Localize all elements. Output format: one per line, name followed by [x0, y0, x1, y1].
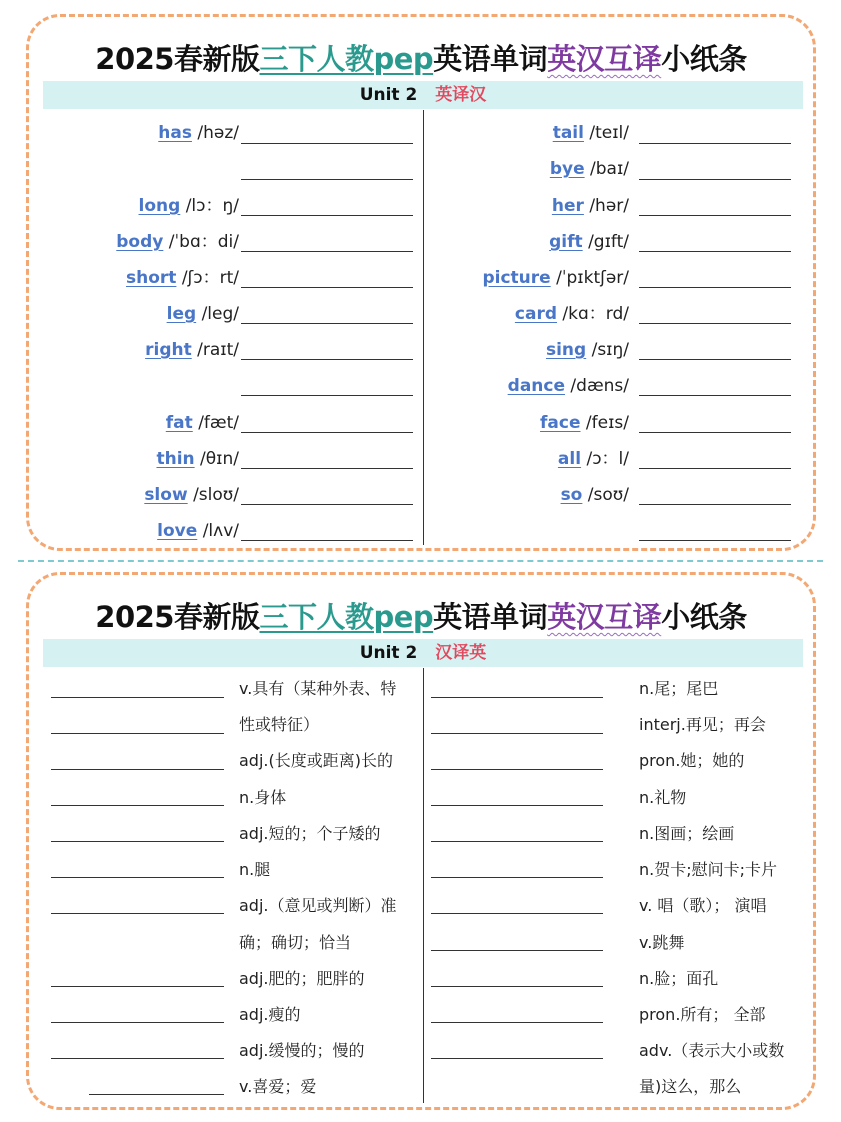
- phonetic: /teɪl/: [589, 123, 629, 143]
- vocab-row: [59, 266, 239, 290]
- definition-text: pron.她；她的: [639, 751, 745, 770]
- answer-blank[interactable]: [51, 733, 224, 734]
- phonetic: /ʃɔ：rt/: [181, 268, 239, 288]
- vocab-row: [69, 338, 239, 362]
- definition-text: n.脸；面孔: [639, 969, 719, 988]
- answer-blank[interactable]: [241, 468, 413, 469]
- vocab-row: [69, 483, 239, 507]
- phonetic: /lɔ：ŋ/: [185, 196, 239, 216]
- answer-blank[interactable]: [241, 359, 413, 360]
- answer-blank[interactable]: [639, 251, 791, 252]
- answer-blank[interactable]: [241, 287, 413, 288]
- vocab-word: fat: [165, 413, 193, 433]
- vocab-row: [429, 302, 629, 326]
- vocab-row: [69, 302, 239, 326]
- vocab-row: [429, 266, 629, 290]
- vocab-word: bye: [549, 159, 585, 179]
- answer-blank[interactable]: [241, 540, 413, 541]
- unit-label: Unit 2: [359, 85, 418, 105]
- definition-text: n.礼物: [639, 788, 687, 807]
- phonetic: /leg/: [201, 304, 239, 324]
- vocab-row: [69, 447, 239, 471]
- answer-blank[interactable]: [241, 179, 413, 180]
- vocab-word: picture: [482, 268, 551, 288]
- answer-blank[interactable]: [639, 504, 791, 505]
- answer-blank[interactable]: [639, 432, 791, 433]
- mode-label: 英译汉: [435, 85, 487, 105]
- column-divider: [423, 668, 424, 1103]
- vocab-word: all: [557, 449, 582, 469]
- vocab-row: [439, 338, 629, 362]
- answer-blank[interactable]: [431, 950, 603, 951]
- vocab-row: [439, 374, 629, 398]
- answer-blank[interactable]: [241, 432, 413, 433]
- definition-text: n.腿: [239, 860, 271, 879]
- answer-blank[interactable]: [639, 179, 791, 180]
- phonetic: /soʊ/: [587, 485, 629, 505]
- answer-blank[interactable]: [431, 697, 603, 698]
- title-year: 2025春新版: [95, 42, 260, 76]
- vocab-word: thin: [156, 449, 195, 469]
- answer-blank[interactable]: [639, 323, 791, 324]
- answer-blank[interactable]: [431, 805, 603, 806]
- vocab-word: body: [116, 232, 164, 252]
- answer-blank[interactable]: [51, 986, 224, 987]
- answer-blank[interactable]: [51, 805, 224, 806]
- title-suffix: 小纸条: [661, 42, 747, 76]
- phonetic: /lʌv/: [202, 521, 239, 541]
- title-year: 2025春新版: [95, 600, 260, 634]
- answer-blank[interactable]: [51, 913, 224, 914]
- vocab-row: [69, 411, 239, 435]
- answer-blank[interactable]: [431, 877, 603, 878]
- worksheet-card-cn-to-en: [26, 572, 816, 1110]
- answer-blank[interactable]: [639, 215, 791, 216]
- answer-blank[interactable]: [431, 841, 603, 842]
- vocab-row: [439, 447, 629, 471]
- definition-text: n.图画；绘画: [639, 824, 735, 843]
- phonetic: /feɪs/: [585, 413, 629, 433]
- worksheet-card-en-to-cn: [26, 14, 816, 551]
- phonetic: /sɪŋ/: [591, 340, 629, 360]
- definition-text: adj.（意见或判断）准: [239, 896, 397, 915]
- answer-blank[interactable]: [431, 1022, 603, 1023]
- definition-text: adj.缓慢的；慢的: [239, 1041, 365, 1060]
- answer-blank[interactable]: [431, 1058, 603, 1059]
- answer-blank[interactable]: [241, 215, 413, 216]
- title-type: 英汉互译: [547, 600, 662, 634]
- answer-blank[interactable]: [51, 877, 224, 878]
- answer-blank[interactable]: [89, 1094, 224, 1095]
- definition-text: interj.再见；再会: [639, 715, 766, 734]
- cut-line: [18, 560, 823, 562]
- answer-blank[interactable]: [51, 1058, 224, 1059]
- phonetic: /hər/: [589, 196, 629, 216]
- answer-blank[interactable]: [639, 287, 791, 288]
- column-divider: [423, 110, 424, 545]
- vocab-word: sing: [545, 340, 587, 360]
- answer-blank[interactable]: [51, 1022, 224, 1023]
- answer-blank[interactable]: [241, 323, 413, 324]
- answer-blank[interactable]: [431, 913, 603, 914]
- answer-blank[interactable]: [51, 841, 224, 842]
- card-title: [29, 37, 813, 78]
- vocab-row: [69, 194, 239, 218]
- phonetic: /ˈbɑ：di/: [168, 232, 239, 252]
- title-type: 英汉互译: [547, 42, 662, 76]
- vocab-row: [439, 157, 629, 181]
- card-title: [29, 595, 813, 636]
- definition-text: pron.所有； 全部: [639, 1005, 766, 1024]
- title-textbook: 三下人教pep: [259, 42, 434, 76]
- answer-blank[interactable]: [639, 468, 791, 469]
- vocab-row: [439, 230, 629, 254]
- answer-blank[interactable]: [639, 143, 791, 144]
- answer-blank[interactable]: [639, 359, 791, 360]
- title-subject: 英语单词: [433, 42, 548, 76]
- vocab-row: [439, 194, 629, 218]
- vocab-word: dance: [507, 376, 566, 396]
- vocab-word: short: [126, 268, 177, 288]
- vocab-word: has: [158, 123, 192, 143]
- phonetic: /kɑ：rd/: [562, 304, 629, 324]
- vocab-word: love: [157, 521, 198, 541]
- phonetic: /həz/: [197, 123, 239, 143]
- answer-blank[interactable]: [51, 769, 224, 770]
- vocab-word: gift: [549, 232, 583, 252]
- answer-blank[interactable]: [241, 143, 413, 144]
- vocab-word: leg: [166, 304, 197, 324]
- definition-text: 量)这么，那么: [639, 1077, 742, 1096]
- definition-text: v.具有（某种外表、特: [239, 679, 397, 698]
- phonetic: /dæns/: [570, 376, 629, 396]
- definition-text: v.跳舞: [639, 933, 685, 952]
- phonetic: /ˈpɪktʃər/: [556, 268, 629, 288]
- vocab-word: card: [514, 304, 558, 324]
- definition-text: adj.(长度或距离)长的: [239, 751, 393, 770]
- vocab-word: long: [138, 196, 181, 216]
- answer-blank[interactable]: [241, 504, 413, 505]
- definition-text: n.身体: [239, 788, 287, 807]
- title-textbook: 三下人教pep: [259, 600, 434, 634]
- phonetic: /ɔ：l/: [586, 449, 629, 469]
- vocab-row: [439, 121, 629, 145]
- unit-label: Unit 2: [359, 643, 418, 663]
- definition-text: adj.短的；个子矮的: [239, 824, 381, 843]
- phonetic: /sloʊ/: [193, 485, 239, 505]
- answer-blank[interactable]: [639, 395, 791, 396]
- answer-blank[interactable]: [431, 769, 603, 770]
- vocab-word: her: [551, 196, 584, 216]
- definition-text: 性或特征）: [239, 715, 320, 734]
- definition-text: n.贺卡;慰问卡;卡片: [639, 860, 778, 879]
- vocab-word: tail: [552, 123, 584, 143]
- mode-label: 汉译英: [435, 643, 487, 663]
- phonetic: /gɪft/: [588, 232, 629, 252]
- vocab-row: [439, 411, 629, 435]
- answer-blank[interactable]: [431, 733, 603, 734]
- phonetic: /raɪt/: [197, 340, 239, 360]
- answer-blank[interactable]: [51, 697, 224, 698]
- answer-blank[interactable]: [241, 251, 413, 252]
- vocab-row: [89, 121, 239, 145]
- vocab-row: [439, 483, 629, 507]
- answer-blank[interactable]: [241, 395, 413, 396]
- definition-text: n.尾；尾巴: [639, 679, 719, 698]
- vocab-row: [59, 230, 239, 254]
- title-suffix: 小纸条: [661, 600, 747, 634]
- vocab-word: right: [145, 340, 192, 360]
- phonetic: /baɪ/: [590, 159, 629, 179]
- phonetic: /θɪn/: [200, 449, 239, 469]
- definition-text: 确；确切；恰当: [239, 933, 352, 952]
- definition-text: adv.（表示大小或数: [639, 1041, 785, 1060]
- vocab-word: face: [540, 413, 581, 433]
- vocab-row: [69, 519, 239, 543]
- definition-text: adj.瘦的: [239, 1005, 301, 1024]
- answer-blank[interactable]: [431, 986, 603, 987]
- definition-text: v. 唱（歌）； 演唱: [639, 896, 767, 915]
- unit-header-bar: [43, 639, 803, 667]
- unit-header-bar: [43, 81, 803, 109]
- title-subject: 英语单词: [433, 600, 548, 634]
- phonetic: /fæt/: [198, 413, 239, 433]
- vocab-word: so: [560, 485, 583, 505]
- answer-blank[interactable]: [639, 540, 791, 541]
- vocab-word: slow: [144, 485, 188, 505]
- definition-text: v.喜爱；爱: [239, 1077, 317, 1096]
- definition-text: adj.肥的；肥胖的: [239, 969, 365, 988]
